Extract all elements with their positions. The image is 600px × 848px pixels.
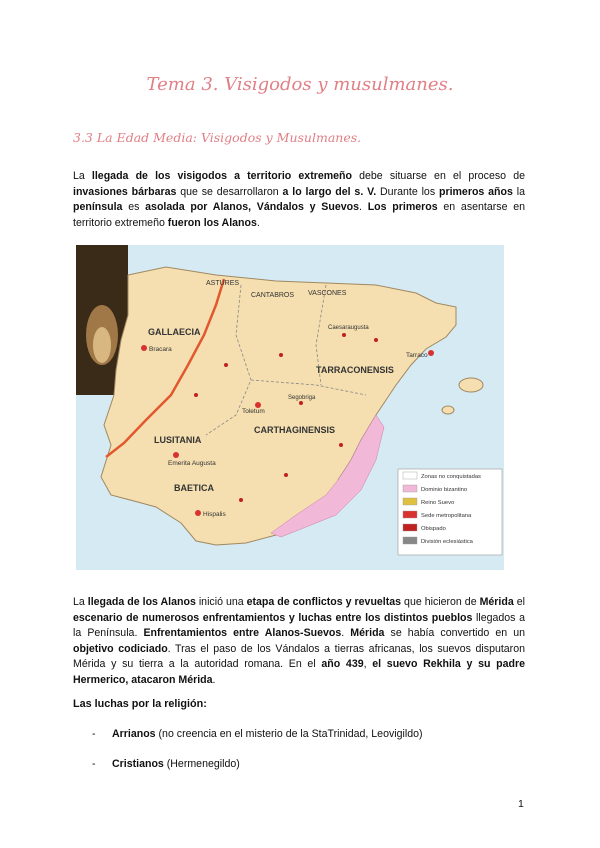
text-run: inició una <box>195 596 247 608</box>
list-item-text: (no creencia en el misterio de la StaTrinidad, Leovigildo) <box>155 728 423 740</box>
text-run: que hicieron de <box>401 596 480 608</box>
city-dot <box>428 350 434 356</box>
bold-text-run: fueron los Alanos <box>167 216 257 229</box>
bold-text-run: a lo largo del s. V. <box>282 185 377 198</box>
legend-swatch <box>403 524 417 531</box>
text-run: se había convertido en un <box>384 627 525 639</box>
map-legend <box>398 469 502 555</box>
bold-text-run: objetivo codiciado <box>73 642 168 655</box>
legend-label: Obispado <box>421 526 446 532</box>
bold-text-run: llegada de los visigodos a territorio extremeño <box>91 170 352 182</box>
list-dash: - <box>92 728 96 740</box>
city-label: Toletum <box>242 408 265 415</box>
list-item-bold: Arrianos <box>112 728 156 740</box>
region-label: LUSITANIA <box>154 435 202 445</box>
list-item-text: (Hermenegildo) <box>163 758 240 770</box>
bold-text-run: el suevo Rekhila y su padre Hermerico, atacaron Mérida <box>73 658 526 686</box>
page-title: Tema 3. Visigodos y musulmanes. <box>146 74 454 95</box>
bold-text-run: Enfrentamientos entre Alanos-Suevos <box>143 627 342 639</box>
legend-swatch <box>403 498 417 505</box>
people-label: VASCONES <box>308 290 347 297</box>
city-dot <box>173 452 179 458</box>
bold-text-run: Mérida <box>479 596 514 608</box>
city-label: Tarraco <box>406 352 428 359</box>
text-run: en asentarse en territorio extremeño <box>73 201 525 229</box>
bold-text-run: Los primeros <box>367 201 438 213</box>
legend-swatch <box>403 472 417 479</box>
text-run: . <box>341 627 351 639</box>
list-dash: - <box>92 758 96 770</box>
text-run: La <box>73 170 92 182</box>
bold-text-run: península <box>73 201 123 213</box>
city-dot <box>342 333 346 337</box>
people-label: ASTURES <box>206 280 240 287</box>
bold-text-run: invasiones bárbaras <box>73 185 177 198</box>
region-label: BAETICA <box>174 483 214 493</box>
city-label: Caesaraugusta <box>328 325 369 331</box>
legend-swatch <box>403 537 417 544</box>
text-run: es <box>122 201 146 213</box>
city-label: Hispalis <box>203 511 226 518</box>
alanos-paragraph <box>73 595 525 688</box>
text-run: . Tras el paso de los Vándalos a tierras africanas, los suevos disputaron Mérida y su tierra a la autoridad romana. En el <box>73 642 525 670</box>
legend-label: Reino Suevo <box>421 500 455 506</box>
bold-text-run: primeros años <box>438 185 513 198</box>
text-run: que se desarrollaron <box>176 185 283 198</box>
text-run: debe situarse en el proceso de <box>351 170 525 182</box>
city-label: Segobriga <box>288 395 316 401</box>
city-dot <box>195 510 201 516</box>
legend-label: Zonas no conquistadas <box>421 474 481 480</box>
text-run: . <box>256 216 260 229</box>
intro-paragraph <box>73 169 525 231</box>
text-run: Durante los <box>376 185 439 198</box>
text-run: La <box>73 596 88 608</box>
region-label: TARRACONENSIS <box>316 365 394 375</box>
page-number: 1 <box>518 798 524 810</box>
balearic-islands <box>459 378 483 392</box>
text-run: . <box>359 201 368 213</box>
list-item <box>92 728 423 740</box>
city-dot <box>141 345 147 351</box>
religion-heading: Las luchas por la religión: <box>73 698 207 710</box>
city-dot <box>299 401 303 405</box>
legend-label: Dominio bizantino <box>421 487 468 493</box>
bold-text-run: Mérida <box>350 627 385 639</box>
list-item <box>92 758 240 770</box>
bold-text-run: llegada de los Alanos <box>87 596 196 608</box>
city-label: Emerita Augusta <box>168 460 216 467</box>
text-run: . <box>212 673 216 686</box>
city-label: Bracara <box>149 346 172 353</box>
legend-label: Sede metropolitana <box>421 513 472 519</box>
list-item-bold: Cristianos <box>112 758 164 770</box>
text-run: , <box>363 658 373 670</box>
section-subtitle: 3.3 La Edad Media: Visigodos y Musulmanes. <box>73 130 362 145</box>
legend-swatch <box>403 511 417 518</box>
region-label: CARTHAGINENSIS <box>254 425 336 435</box>
legend-swatch <box>403 485 417 492</box>
bold-text-run: etapa de conflictos y revueltas <box>246 596 402 608</box>
bold-text-run: asolada por Alanos, Vándalos y Suevos <box>145 201 359 213</box>
region-label: GALLAECIA <box>148 327 201 337</box>
iberia-map <box>76 245 504 570</box>
text-run: el <box>513 596 525 608</box>
bold-text-run: escenario de numerosos enfrentamientos y luchas entre los distintos pueblos <box>73 611 473 624</box>
bold-text-run: año 439 <box>321 658 364 670</box>
legend-label: División eclesiástica <box>421 539 473 545</box>
text-run: la <box>512 185 525 198</box>
people-label: CANTABROS <box>251 292 295 299</box>
text-run: llegados a la Península. <box>73 611 525 639</box>
